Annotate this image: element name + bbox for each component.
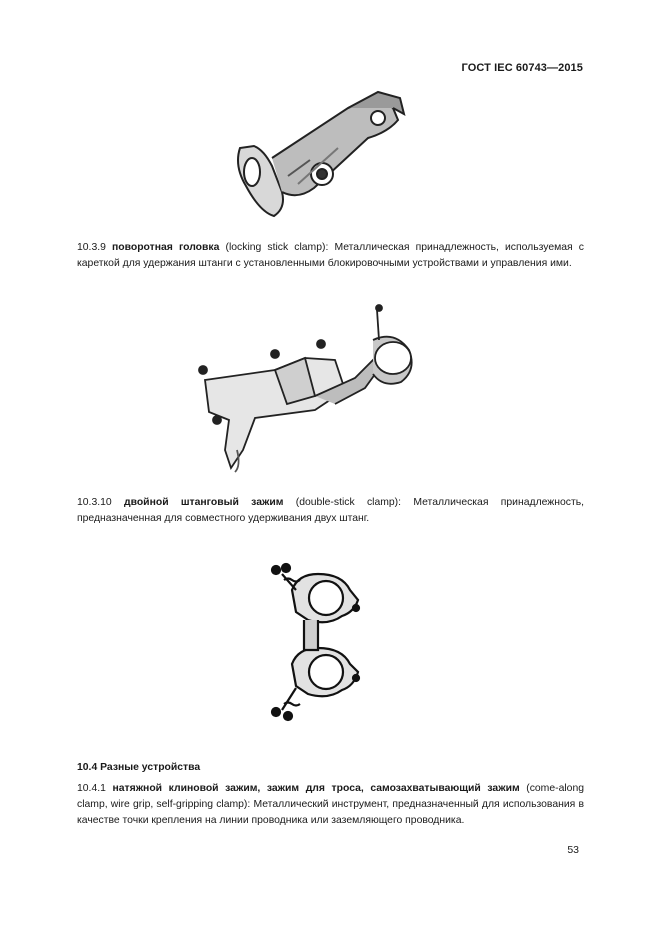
item-number: 10.3.9 [77,242,106,253]
item-term: двойной штанговый зажим [123,497,284,508]
item-definition: Металлическая принадлежность, предназначенная для совместного удерживания двух штанг. [77,497,585,524]
item-english: (locking stick clamp): [225,242,329,253]
figure-locking-stick-assembly [195,300,435,480]
figure-locking-stick-clamp [228,88,408,223]
item-definition: Металлический инструмент, предназначенный для использования в качестве точки крепления на линии проводника или заземляющего проводника. [77,799,584,826]
item-number: 10.4.1 [77,783,106,794]
item-term: натяжной клиновой зажим, зажим для троса, самозахватывающий зажим [112,783,520,794]
item-number: 10.3.10 [77,497,112,508]
section-number: 10.4 [77,762,98,773]
item-definition: Металлическая принадлежность, используемая с кареткой для удержания штанги с установленными блокировочными устройствами и управления ими. [77,242,584,269]
definition-10-3-9 [77,240,584,272]
figure-double-stick-clamp [262,560,372,725]
section-heading [77,762,200,773]
item-term: поворотная головка [111,242,220,253]
page-number: 53 [567,844,579,856]
standard-header: ГОСТ IEC 60743—2015 [461,62,583,74]
definition-10-4-1 [77,781,584,829]
definition-10-3-10 [77,495,584,527]
item-english: (come-along clamp, wire grip, self-gripping clamp): [77,783,585,810]
item-english: (double-stick clamp): [295,497,402,508]
section-title: Разные устройства [100,762,201,773]
